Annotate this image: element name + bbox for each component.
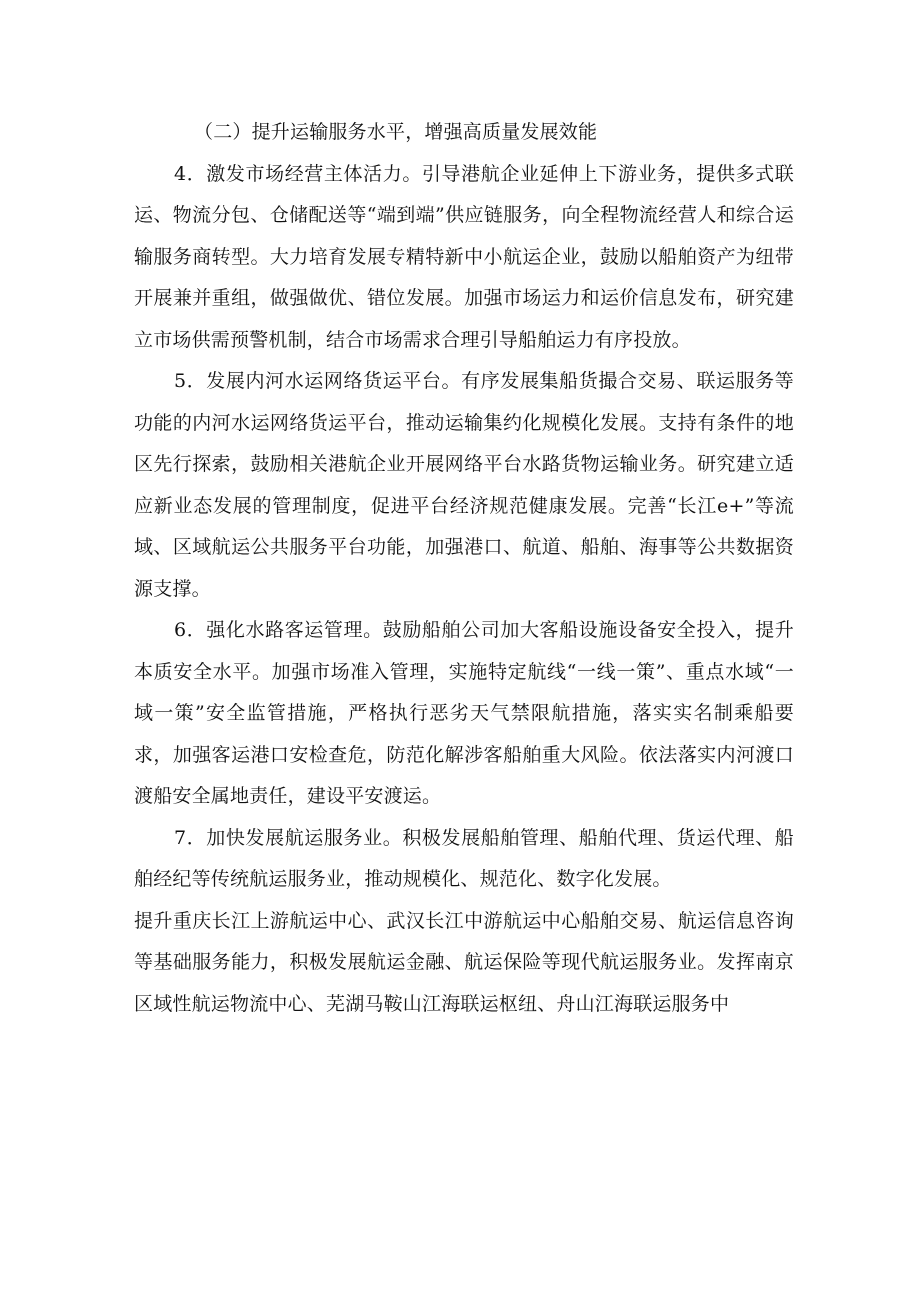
paragraph-item-7: 7．加快发展航运服务业。积极发展船舶管理、船舶代理、货运代理、船舶经纪等传统航运服务业，推动规模化、规范化、数字化发展。 — [134, 826, 794, 890]
paragraph-item-6: 6．强化水路客运管理。鼓励船舶公司加大客船设施设备安全投入，提升本质安全水平。加强市场准入管理，实施特定航线“一线一策”、重点水域“一域一策”安全监管措施，严格执行恶劣天气禁限航措施，落实实名制乘船要求，加强客运港口安检查危，防范化解涉客船舶重大风险。依法落实内河渡口渡船安全属地责任，建设平安渡运。 — [134, 619, 794, 807]
section-heading: （二）提升运输服务水平，增强高质量发展效能 — [194, 121, 598, 143]
document-body — [134, 112, 794, 1025]
paragraph-continuation: 提升重庆长江上游航运中心、武汉长江中游航运中心船舶交易、航运信息咨询等基础服务能力，积极发展航运金融、航运保险等现代航运服务业。发挥南京区域性航运物流中心、芜湖马鞍山江海联运枢纽、舟山江海联运服务中 — [134, 909, 794, 1015]
paragraph-item-5: 5．发展内河水运网络货运平台。有序发展集船货撮合交易、联运服务等功能的内河水运网络货运平台，推动运输集约化规模化发展。支持有条件的地区先行探索，鼓励相关港航企业开展网络平台水路货物运输业务。研究建立适应新业态发展的管理制度，促进平台经济规范健康发展。完善“长江e+”等流域、区域航运公共服务平台功能，加强港口、航道、船舶、海事等公共数据资源支撑。 — [134, 370, 794, 600]
paragraph-item-4: 4．激发市场经营主体活力。引导港航企业延伸上下游业务，提供多式联运、物流分包、仓储配送等“端到端”供应链服务，向全程物流经营人和综合运输服务商转型。大力培育发展专精特新中小航运企业，鼓励以船舶资产为纽带开展兼并重组，做强做优、错位发展。加强市场运力和运价信息发布，研究建立市场供需预警机制，结合市场需求合理引导船舶运力有序投放。 — [134, 162, 794, 351]
